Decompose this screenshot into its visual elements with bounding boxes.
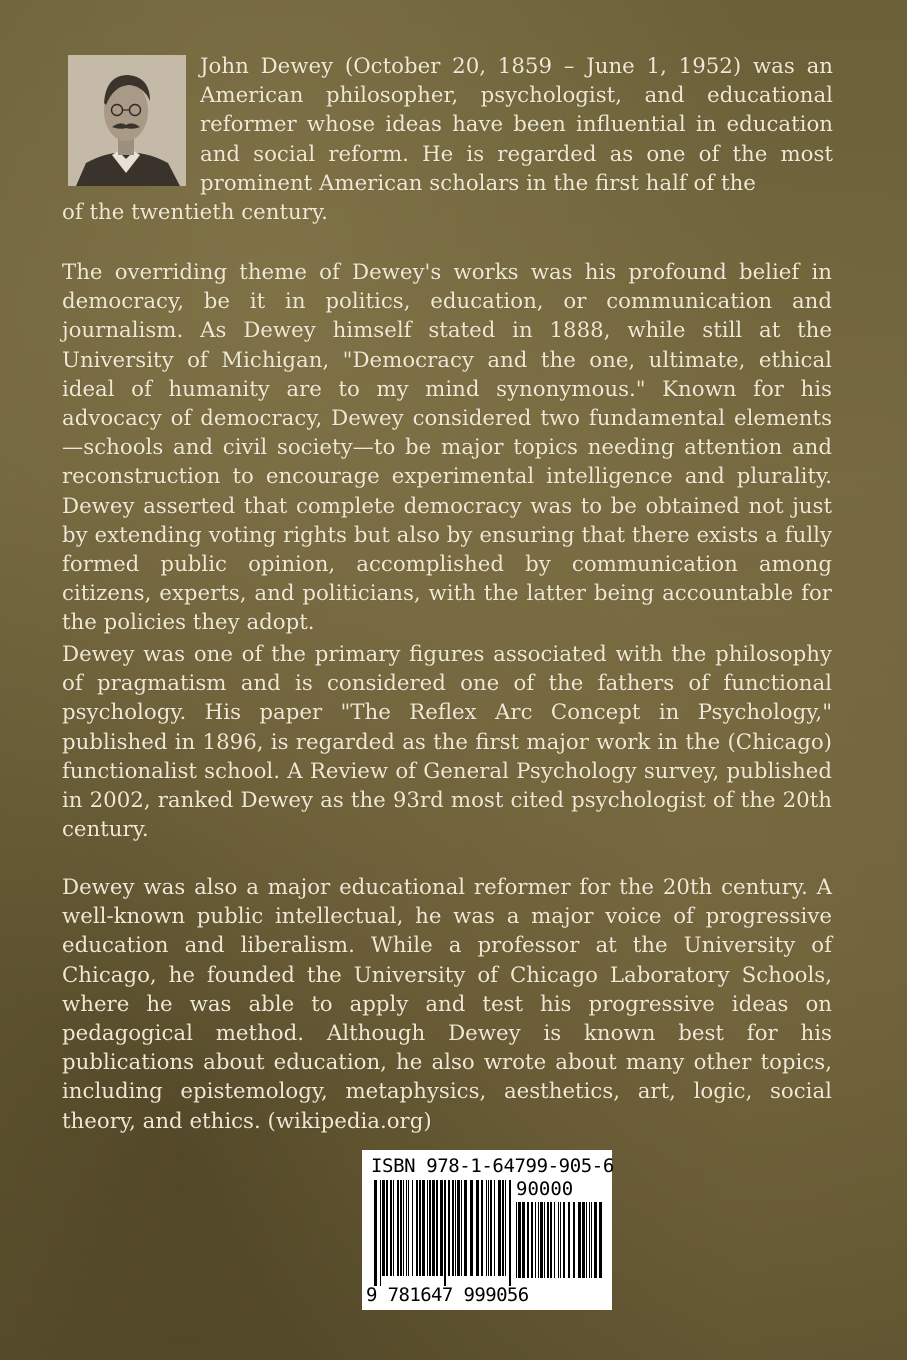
bio-paragraph-2-text: The overriding theme of Dewey's works was his profound belief in democracy, be it in politics, education, or communication and journalism. As Dewey himself stated in 1888, while still at the University of Michigan, "Democracy and the one, ultimate, ethical ideal of humanity are to my mind synonymous." Known for his advocacy of democracy, Dewey considered two fundamental elements—schools and civil society—to be major topics needing attention and reconstruction to encourage experimental intelligence and plurality. Dewey asserted that complete democracy was to be obtained not just by extending voting rights but also by ensuring that there exists a fully formed public opinion, accomplished by communication among citizens, experts, and politicians, with the latter being accountable for the policies they adopt.: [62, 260, 832, 636]
barcode-bar: [573, 1202, 575, 1278]
barcode-bar: [419, 1180, 421, 1276]
ean-digits: 9 781647 999056: [366, 1284, 529, 1306]
barcode-bar: [547, 1202, 549, 1278]
barcode-bar: [406, 1180, 407, 1276]
barcode-bar: [502, 1180, 504, 1276]
barcode-bar: [494, 1180, 495, 1276]
barcode-bar: [518, 1202, 521, 1278]
bio-paragraph-1-tail: of the twentieth century.: [62, 200, 328, 226]
barcode-bar: [538, 1202, 539, 1278]
barcode-bar: [412, 1180, 413, 1276]
barcode-bar: [408, 1180, 409, 1276]
barcode-bar: [527, 1202, 529, 1278]
addon-barcode-bars: [516, 1202, 602, 1288]
barcode-bar: [589, 1202, 590, 1278]
bio-paragraph-1-text: John Dewey (October 20, 1859 – June 1, 1952) was an American philosopher, psychologist, and educational reformer whose ideas have been influential in education and social reform. He is regarded as one of the most prominent American scholars in the first half of the: [200, 54, 833, 196]
barcode-bar: [554, 1202, 555, 1278]
barcode-bar: [382, 1180, 385, 1276]
isbn-label: ISBN 978-1-64799-905-6: [371, 1155, 614, 1177]
barcode-bar: [422, 1180, 425, 1276]
bio-paragraph-4-text: Dewey was also a major educational reformer for the 20th century. A well-known public intellectual, he was a major voice of progressive education and liberalism. While a professor at the University of Chicago, he founded the University of Chicago Laboratory Schools, where he was able to apply and test his progressive ideas on pedagogical method. Although Dewey is known best for his publications about education, he also wrote about many other topics, including epistemology, metaphysics, aesthetics, art, logic, social theory, and ethics. (wikipedia.org): [62, 875, 832, 1134]
barcode-bar: [558, 1202, 559, 1278]
barcode-bar: [594, 1202, 597, 1278]
barcode-bar: [563, 1202, 565, 1278]
bio-paragraph-3-text: Dewey was one of the primary figures associated with the philosophy of pragmatism and is considered one of the fathers of functional psychology. His paper "The Reflex Arc Concept in Psychology," published in 1896, is regarded as the first major work in the (Chicago) functionalist school. A Review of General Psychology survey, published in 2002, ranked Dewey as the 93rd most cited psychologist of the 20th century.: [62, 642, 832, 843]
barcode-bar: [400, 1180, 402, 1276]
barcode-bar: [505, 1180, 506, 1276]
price-code: 90000: [516, 1178, 574, 1200]
barcode-bar: [531, 1202, 533, 1278]
barcode-bar: [490, 1180, 492, 1276]
barcode-bar: [568, 1202, 570, 1278]
barcode-bar: [470, 1180, 473, 1276]
barcode-bar: [416, 1180, 418, 1276]
barcode-bar: [455, 1180, 456, 1276]
barcode-bar: [452, 1180, 454, 1276]
barcode-bar: [429, 1180, 431, 1276]
bio-paragraph-3: [62, 640, 832, 844]
barcode-bar: [516, 1202, 517, 1278]
barcode-bar: [560, 1202, 561, 1278]
portrait-image: [68, 55, 186, 186]
bio-paragraph-4: [62, 873, 832, 1136]
barcode-bar: [599, 1202, 602, 1278]
barcode-bar: [440, 1180, 443, 1276]
barcode-bar: [374, 1180, 377, 1286]
barcode-bar: [444, 1180, 446, 1286]
barcode-bar: [397, 1180, 399, 1276]
barcode-bar: [582, 1202, 585, 1278]
barcode-bar: [393, 1180, 394, 1276]
barcode-bar: [380, 1180, 381, 1286]
barcode-bar: [427, 1180, 428, 1276]
barcode-bar: [578, 1202, 581, 1278]
barcode-bar: [586, 1202, 587, 1278]
barcode-bar: [432, 1180, 435, 1276]
bio-paragraph-2: [62, 258, 832, 638]
barcode-bar: [591, 1202, 592, 1278]
bio-paragraph-1: [62, 52, 833, 227]
barcode-bar: [476, 1180, 479, 1276]
barcode-bar: [535, 1202, 536, 1278]
ean-barcode-bars: [374, 1180, 512, 1286]
barcode-bar: [390, 1180, 392, 1276]
barcode-bar: [436, 1180, 438, 1276]
barcode-bar: [386, 1180, 388, 1276]
barcode-bar: [488, 1180, 489, 1276]
barcode-bar: [509, 1180, 511, 1286]
barcode-bar: [464, 1180, 467, 1276]
barcode-bar: [481, 1180, 483, 1276]
barcode-bar: [498, 1180, 501, 1276]
author-portrait: [68, 55, 186, 186]
barcode-bar: [522, 1202, 525, 1278]
isbn-barcode: [362, 1150, 612, 1310]
barcode-bar: [448, 1180, 450, 1276]
barcode-bar: [540, 1202, 543, 1278]
barcode-bar: [457, 1180, 460, 1276]
barcode-bar: [544, 1202, 545, 1278]
barcode-bar: [486, 1180, 487, 1276]
barcode-bar: [550, 1202, 552, 1278]
barcode-bar: [403, 1180, 404, 1276]
barcode-bar: [461, 1180, 462, 1276]
